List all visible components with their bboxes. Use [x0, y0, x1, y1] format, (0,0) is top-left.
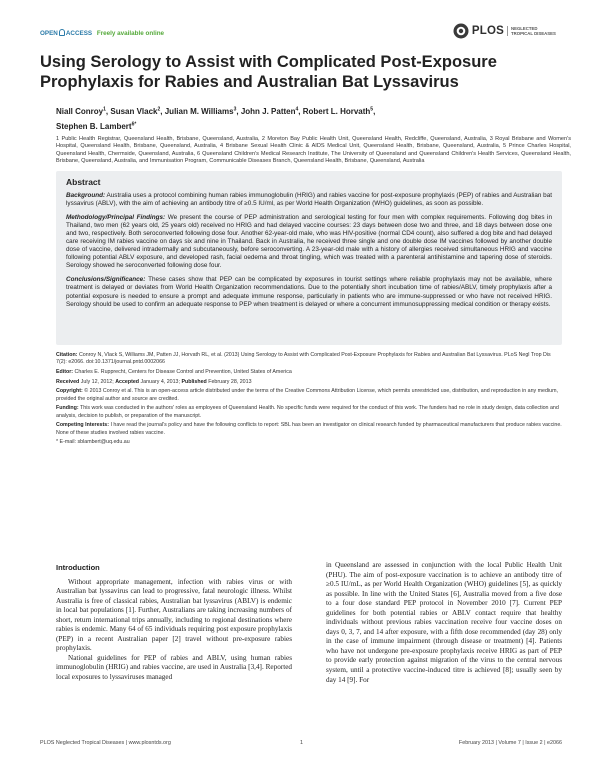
author[interactable] — [241, 107, 303, 116]
page-number: 1 — [300, 740, 303, 746]
copyright — [56, 388, 562, 403]
received-label: Received — [56, 378, 80, 385]
author-list — [56, 103, 561, 133]
author-affiliation-marker: 3 — [233, 106, 237, 112]
article-metadata — [56, 352, 562, 449]
funding-text: This work was conducted in the authors' roles as employees of Queensland Health. No specific funds were required for the conduct of this work. The funders had no role in study design, data collection and analysis, decision to publish, or preparation of the manuscript. — [56, 405, 559, 419]
published-label: Published — [181, 378, 207, 385]
abstract-background — [66, 192, 552, 208]
author[interactable] — [56, 107, 110, 116]
author-affiliation-marker: 5 — [370, 106, 374, 112]
correspondence-email[interactable]: * E-mail: sblambert@uq.edu.au — [56, 439, 130, 446]
accepted-label: Accepted — [115, 378, 140, 385]
introduction-paragraph: National guidelines for PEP of rabies and ABLV, using human rabies immunoglobulin (HRIG) and rabies vaccine, are used in Australia [3,4]. Reported local exposures to lyssaviruses managed — [56, 653, 292, 682]
plos-logo-icon — [453, 23, 469, 39]
journal-name-line-1: NEGLECTED — [511, 26, 538, 31]
abstract-body — [66, 192, 552, 315]
received-date: July 12, 2012; — [79, 378, 116, 385]
editor-label: Editor: — [56, 368, 74, 375]
author-affiliation-marker: 2 — [157, 106, 161, 112]
author-affiliation-marker: 1 — [103, 106, 106, 112]
affiliations: 1 Public Health Registrar, Queensland Health, Brisbane, Queensland, Australia, 2 Moreton Bay Public Health Unit, Queensland Health, Redcliffe, Queensland, Australia, 3 Royal Brisbane and Women's Hospital, Queensland Health, Brisbane, Queensland, Australia, 4 Brisbane Sexual Health Clinic & AIDS Medical Unit, Queensland Health, Brisbane, Queensland, Australia, 5 Prince Charles Hospital, Queensland Health, Chermside, Queensland, Australia, 6 Queensland Children's Medical Research Institute, The University of Queensland and Queensland Children's Health Services, Queensland Health, Brisbane, Queensland, Australia, and Immunisation Program, Communicable Diseases Branch, Queensland Health, Brisbane, Queensland, Australia — [56, 136, 571, 164]
abstract-box — [56, 171, 562, 345]
abstract-background-text: Australia uses a protocol combining human rabies immunoglobulin (HRIG) and rabies vaccine for post-exposure prophylaxis (PEP) of rabies and Australian bat lyssavirus (ABLV), with the aim of achieving an antibody titre of ≥0.5 IU/ml, as per World Health Organization (WHO) guidelines, as soon as possible. — [66, 192, 552, 208]
author-name: John J. Patten — [240, 106, 296, 116]
author[interactable] — [303, 107, 376, 116]
open-access-label: OPEN — [40, 30, 58, 37]
open-access-lock-icon — [59, 29, 65, 36]
author-name: Robert L. Horvath — [302, 106, 371, 116]
footer-issue: February 2013 | Volume 7 | Issue 2 | e2066 — [458, 740, 562, 746]
open-access-label-2: ACCESS — [65, 30, 93, 37]
citation-label: Citation: — [56, 352, 78, 358]
copyright-label: Copyright: — [56, 388, 83, 395]
author-separator: , — [105, 106, 111, 116]
author-name: Julian M. Williams — [164, 106, 234, 116]
open-access-badge — [40, 29, 164, 37]
competing-interests-text: I have read the journal's policy and have the following conflicts to report: SBL has been an investigator on clinical research funded by pharmaceutical manufacturers that produce rabies vaccine. None of these studies involved rabies vaccine. — [56, 422, 562, 436]
author[interactable] — [56, 122, 136, 131]
abstract-conclusions-label: Conclusions/Significance: — [66, 276, 146, 284]
journal-name-line-2: TROPICAL DISEASES — [511, 31, 556, 36]
author-separator: , — [373, 106, 376, 116]
introduction-paragraph: in Queensland are assessed in conjunction with the local Public Health Unit (PHU). The aim of post-exposure vaccination is to achieve an antibody titre of ≥0.5 IU/mL, as per World Health Organization (WHO) guidelines [5], as quickly as possible. In line with the United States [6], Australia moved from a five dose to a four dose standard PEP protocol in November 2010 [7]. Current PEP guidelines for both potential rabies or ABLV contact require that healthy individuals without previous rabies vaccination receive four vaccine doses on days 0, 3, 7, and 14 after exposure, with a fifth dose recommended (day 28) only in the case of immune impairment (through disease or treatment) [4]. Patients who have not undergone pre-exposure prophylaxis receive HRIG as part of PEP to provide early protection against migration of the virus to the central nervous system, until a protective vaccine-induced titre is achieved [8]; usually seen by day 14 [9]. For — [326, 561, 562, 684]
accepted-date: January 4, 2013; — [139, 378, 182, 385]
copyright-text: © 2013 Conroy et al. This is an open-access article distributed under the terms of the Creative Commons Attribution License, which permits unrestricted use, distribution, and reproduction in any medium, provided the original author and source are credited. — [56, 388, 558, 402]
author-name: Stephen B. Lambert — [56, 121, 132, 131]
plos-logo-block — [453, 23, 562, 39]
editor — [56, 369, 562, 376]
author-name: Niall Conroy — [56, 106, 104, 116]
funding-label: Funding: — [56, 405, 79, 412]
footer-journal-url: PLOS Neglected Tropical Diseases | www.plosntds.org — [40, 740, 171, 746]
citation — [56, 352, 562, 367]
introduction-heading: Introduction — [56, 563, 100, 572]
abstract-heading: Abstract — [66, 177, 101, 187]
publisher-name: PLOS — [471, 25, 504, 37]
abstract-background-label: Background: — [66, 192, 106, 199]
published-date: February 28, 2013 — [206, 378, 252, 385]
introduction-paragraph: Without appropriate management, infection with rabies virus or with Australian bat lyssavirus can lead to progressive, fatal neurologic illness. Whilst Australia is free of classical rabies, Australian bat lyssavirus (ABLV) is endemic in local bat populations [1]. Further, Australians are taking increasing numbers of short, return international trips annually, including to regional destinations where rabies is endemic. Many 64 of 65 individuals requiring post exposure prophylaxis (PEP) in a recent Australian paper [2] travel without pre-exposure rabies prophylaxis. — [56, 577, 292, 653]
author-separator: , — [298, 106, 303, 116]
citation-text: Conroy N, Vlack S, Williams JM, Patten JJ, Horvath RL, et al. (2013) Using Serology to Assist with Complicated Post-Exposure Prophylaxis for Rabies and Australian Bat Lyssavirus. PLoS Negl Trop Dis 7(2): e2066. doi:10.1371/journal.pntd.0002066 — [56, 352, 551, 366]
body-column-left — [56, 563, 292, 683]
author-affiliation-marker: 6* — [131, 121, 137, 128]
dates — [56, 379, 562, 386]
journal-header — [40, 22, 562, 44]
author-name: Susan Vlack — [110, 106, 158, 116]
abstract-methods-text: We present the course of PEP administration and serological testing for four men with complex requirements. Following dog bites in Thailand, two men (62 years old, 25 years old) received no HRIG and had delayed vaccine courses: 23 days between dose two and three, and 18 days between dose one and two, respectively. Both seroconverted following dose four. Another 62-year-old male, who was HIV-positive (normal CD4 count), also suffered a dog bite and had delayed care receiving IM rabies vaccine on days six and nine in Thailand. Back in Australia, he received three single and one double dose IM vaccines followed by another double dose of vaccine, delivered intradermally and subcutaneously, before seroconverting. A 23-year-old male with a history of allergies received simultaneous HRIG and vaccine following potential ABLV exposure, and developed rash, facial oedema and throat tingling, which was treated with a parenteral antihistamine and tapering dose of steroids. Serology showed he seroconverted following dose four. — [66, 214, 552, 270]
funding — [56, 405, 562, 420]
author-separator: , — [236, 106, 241, 116]
author[interactable] — [110, 107, 164, 116]
competing-interests-label: Competing Interests: — [56, 422, 109, 429]
competing-interests — [56, 422, 562, 437]
freely-available-label: Freely available online — [96, 30, 165, 37]
abstract-methods — [66, 214, 552, 270]
editor-text: Charles E. Rupprecht, Centers for Disease Control and Prevention, United States of America — [73, 368, 292, 375]
author-affiliation-marker: 4 — [295, 106, 299, 112]
journal-name — [507, 26, 562, 36]
abstract-methods-label: Methodology/Principal Findings: — [66, 214, 166, 222]
author[interactable] — [165, 107, 241, 116]
body-column-right — [326, 561, 562, 685]
abstract-conclusions-text: These cases show that PEP can be complicated by exposures in tourist settings where reliable prophylaxis may not be available, where treatment is delayed or deviates from World Health Organization recommendations. Due to the potentially short incubation time of rabies/ABLV, timely prophylaxis after a potential exposure is needed to ensure a prompt and adequate immune response, particularly in patients who are immune-suppressed or who have not received HRIG. Serology should be used to confirm an adequate response to PEP when treatment is delayed or where a concurrent immunosuppressing medical condition or therapy exists. — [66, 276, 552, 308]
article-title: Using Serology to Assist with Complicated Post-Exposure Prophylaxis for Rabies and Australian Bat Lyssavirus — [40, 53, 497, 91]
author-separator: , — [160, 106, 165, 116]
abstract-conclusions — [66, 276, 552, 308]
